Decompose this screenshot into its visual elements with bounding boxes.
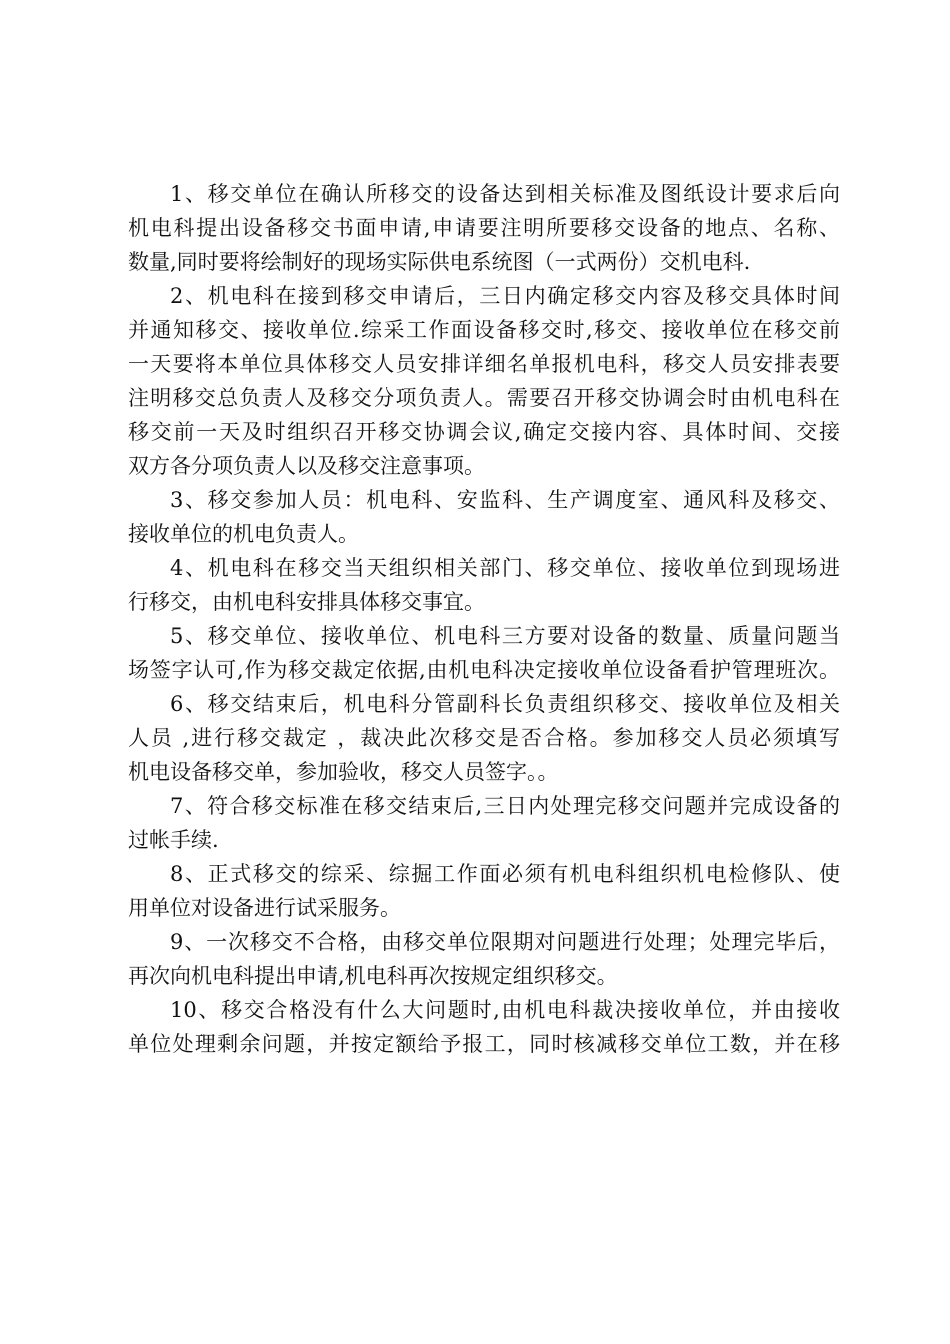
paragraph-9 bbox=[128, 925, 840, 993]
paragraph-2 bbox=[128, 279, 840, 483]
text-line: 4、机电科在移交当天组织相关部门、移交单位、接收单位到现场进 bbox=[170, 556, 840, 580]
text-line: 机电科提出设备移交书面申请,申请要注明所要移交设备的地点、名称、 bbox=[128, 216, 840, 240]
text-line: 8、正式移交的综采、综掘工作面必须有机电科组织机电检修队、使 bbox=[170, 862, 840, 886]
text-line: 机电设备移交单，参加验收，移交人员签字。。 bbox=[128, 760, 559, 784]
text-line: 注明移交总负责人及移交分项负责人。需要召开移交协调会时由机电科在 bbox=[128, 386, 840, 410]
text-line: 过帐手续. bbox=[128, 828, 219, 852]
text-line: 一天要将本单位具体移交人员安排详细名单报机电科，移交人员安排表要 bbox=[128, 352, 840, 376]
paragraph-5 bbox=[128, 619, 840, 687]
text-line: 行移交，由机电科安排具体移交事宜。 bbox=[128, 590, 485, 614]
paragraph-7 bbox=[128, 789, 840, 857]
document-body bbox=[128, 177, 840, 1061]
text-line: 场签字认可,作为移交裁定依据,由机电科决定接收单位设备看护管理班次。 bbox=[128, 658, 840, 682]
paragraph-6 bbox=[128, 687, 840, 789]
text-line: 3、移交参加人员：机电科、安监科、生产调度室、通风科及移交、 bbox=[170, 488, 840, 512]
text-line: 用单位对设备进行试采服务。 bbox=[128, 896, 401, 920]
paragraph-1 bbox=[128, 177, 840, 279]
text-line: 10、移交合格没有什么大问题时,由机电科裁决接收单位，并由接收 bbox=[170, 998, 840, 1022]
text-line: 数量,同时要将绘制好的现场实际供电系统图（一式两份）交机电科. bbox=[128, 250, 751, 274]
text-line: 并通知移交、接收单位.综采工作面设备移交时,移交、接收单位在移交前 bbox=[128, 318, 840, 342]
paragraph-4 bbox=[128, 551, 840, 619]
text-line: 6、移交结束后，机电科分管副科长负责组织移交、接收单位及相关 bbox=[170, 692, 840, 716]
paragraph-3 bbox=[128, 483, 840, 551]
text-line: 人员 ,进行移交裁定 ，裁决此次移交是否合格。参加移交人员必须填写 bbox=[128, 726, 840, 750]
text-line: 5、移交单位、接收单位、机电科三方要对设备的数量、质量问题当 bbox=[170, 624, 840, 648]
text-line: 1、移交单位在确认所移交的设备达到相关标准及图纸设计要求后向 bbox=[170, 182, 840, 206]
text-line: 7、符合移交标准在移交结束后,三日内处理完移交问题并完成设备的 bbox=[170, 794, 840, 818]
text-line: 9、一次移交不合格，由移交单位限期对问题进行处理；处理完毕后， bbox=[170, 930, 840, 954]
text-line: 再次向机电科提出申请,机电科再次按规定组织移交。 bbox=[128, 964, 618, 988]
text-line: 接收单位的机电负责人。 bbox=[128, 522, 359, 546]
text-line: 双方各分项负责人以及移交注意事项。 bbox=[128, 454, 485, 478]
text-line: 2、机电科在接到移交申请后，三日内确定移交内容及移交具体时间 bbox=[170, 284, 840, 308]
paragraph-8 bbox=[128, 857, 840, 925]
text-line: 移交前一天及时组织召开移交协调会议,确定交接内容、具体时间、交接 bbox=[128, 420, 840, 444]
text-line: 单位处理剩余问题，并按定额给予报工，同时核减移交单位工数，并在移 bbox=[128, 1032, 840, 1056]
paragraph-10 bbox=[128, 993, 840, 1061]
